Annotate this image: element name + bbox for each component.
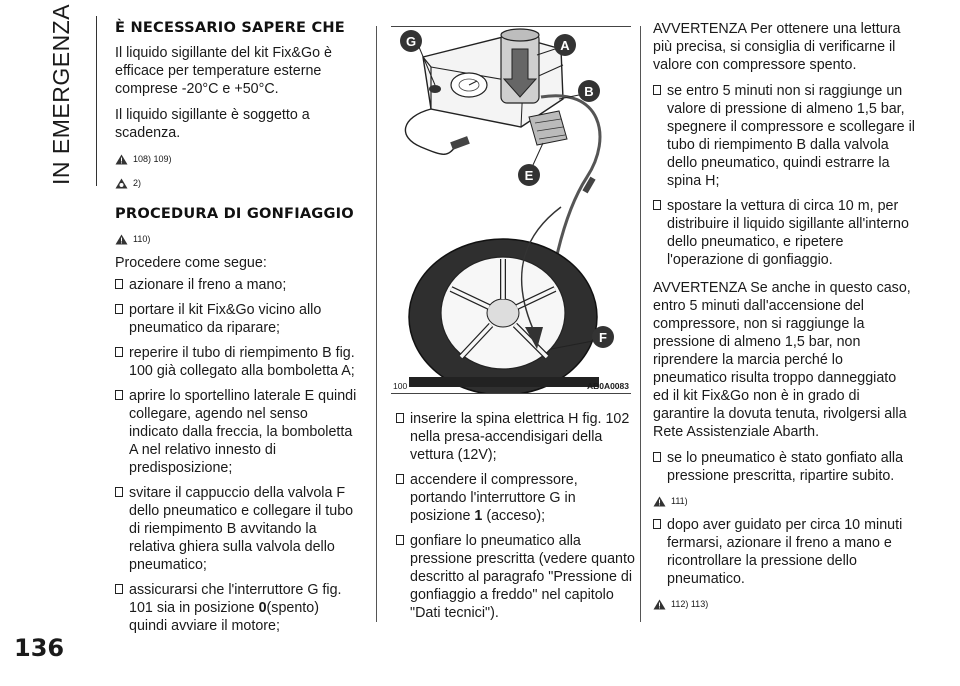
list-item: inserire la spina elettrica H fig. 102 nella presa-accendisigari della vettura (12V); bbox=[396, 410, 636, 464]
paragraph-avvertenza-1: AVVERTENZA Per ottenere una lettura più precisa, si consiglia di verificarne il valore con compressore spento. bbox=[653, 21, 901, 73]
checkbox-bullet-icon bbox=[653, 519, 661, 529]
checkbox-bullet-icon bbox=[396, 474, 404, 484]
list-item: aprire lo sportellino laterale E quindi collegare, agendo nel senso indicato dalla freccia, la bomboletta A nel relativo innesto di predisposizione; bbox=[115, 387, 359, 477]
label-e bbox=[518, 164, 540, 186]
figure-fix-and-go bbox=[391, 26, 631, 394]
checkbox-bullet-icon bbox=[115, 279, 123, 289]
figure-number: 100 bbox=[393, 381, 408, 391]
list-item: portare il kit Fix&Go vicino allo pneumatico da riparare; bbox=[115, 301, 359, 337]
warning-ref bbox=[115, 230, 359, 248]
svg-text:E: E bbox=[524, 168, 534, 183]
warning-triangle-icon bbox=[115, 234, 128, 245]
checkbox-bullet-icon bbox=[115, 584, 123, 594]
warning-triangle-icon bbox=[653, 599, 666, 610]
list-item: spostare la vettura di circa 10 m, per distribuire il liquido sigillante all'interno dello pneumatico, e ripetere l'operazione di gonfiaggio. bbox=[653, 197, 915, 269]
list-item: se lo pneumatico è stato gonfiato alla pressione prescritta, ripartire subito. bbox=[653, 449, 915, 485]
figure-code: AB0A0083 bbox=[586, 381, 629, 391]
svg-text:A: A bbox=[560, 38, 570, 53]
column-3 bbox=[653, 20, 915, 619]
checkbox-bullet-icon bbox=[115, 390, 123, 400]
chapter-title: IN EMERGENZA bbox=[48, 3, 74, 185]
warning-ref-text: 110) bbox=[133, 234, 151, 244]
warning-ref-text: 111) bbox=[671, 496, 688, 506]
checkbox-bullet-icon bbox=[653, 85, 661, 95]
column-divider bbox=[376, 26, 377, 622]
list-item: se entro 5 minuti non si raggiunge un valore di pressione di almeno 1,5 bar, spegnere il compressore e scollegare il tubo di riempimento B dalla valvola dello pneumatico, quindi estrarre la spina H; bbox=[653, 82, 915, 190]
list-item: gonfiare lo pneumatico alla pressione prescritta (vedere quanto descritto al paragrafo "Pressione di gonfiaggio a freddo" nel capitolo "Dati tecnici"). bbox=[396, 532, 636, 622]
chapter-rule bbox=[96, 16, 97, 186]
environment-ref-text: 2) bbox=[133, 178, 142, 188]
page-number: 136 bbox=[14, 634, 65, 662]
warning-ref bbox=[653, 492, 915, 510]
checkbox-bullet-icon bbox=[115, 304, 123, 314]
svg-text:B: B bbox=[584, 84, 594, 99]
checkbox-bullet-icon bbox=[115, 347, 123, 357]
environment-ref bbox=[115, 174, 359, 192]
fix-and-go-illustration bbox=[391, 27, 631, 393]
environment-triangle-icon bbox=[115, 178, 128, 189]
warning-ref bbox=[653, 595, 915, 613]
warning-ref bbox=[115, 150, 359, 168]
list-item: azionare il freno a mano; bbox=[115, 276, 359, 294]
svg-text:F: F bbox=[599, 330, 607, 345]
list-item: reperire il tubo di riempimento B fig. 100 già collegato alla bomboletta A; bbox=[115, 344, 359, 380]
paragraph-temperature: Il liquido sigillante del kit Fix&Go è efficace per temperature esterne comprese -20°C e +50°C. bbox=[115, 45, 332, 97]
checkbox-bullet-icon bbox=[115, 487, 123, 497]
warning-ref-text: 108) 109) bbox=[133, 154, 172, 164]
checkbox-bullet-icon bbox=[396, 535, 404, 545]
heading-procedura-gonfiaggio: PROCEDURA DI GONFIAGGIO bbox=[115, 205, 354, 222]
svg-text:G: G bbox=[405, 34, 417, 49]
paragraph-scadenza: Il liquido sigillante è soggetto a scadenza. bbox=[115, 107, 310, 141]
warning-ref-text: 112) 113) bbox=[671, 599, 709, 609]
paragraph-avvertenza-2: AVVERTENZA Se anche in questo caso, entro 5 minuti dall'accensione del compressore, non si raggiunge la pressione di almeno 1,5 bar, non riprendere la marcia perché lo pneumatico risulta troppo danneggiato ed il kit Fix&Go non è in grado di garantire la dovuta tenuta, rivolgersi alla Rete Assistenziale Abarth. bbox=[653, 280, 911, 440]
label-b bbox=[578, 80, 600, 102]
warning-triangle-icon bbox=[653, 496, 666, 507]
warning-triangle-icon bbox=[115, 154, 128, 165]
column-1 bbox=[115, 20, 359, 642]
checkbox-bullet-icon bbox=[653, 452, 661, 462]
label-g bbox=[400, 30, 422, 52]
label-a bbox=[554, 34, 576, 56]
paragraph-intro: Procedere come segue: bbox=[115, 255, 267, 271]
heading-necessario-sapere: È NECESSARIO SAPERE CHE bbox=[115, 19, 345, 36]
column-2 bbox=[396, 410, 636, 629]
column-divider bbox=[640, 26, 641, 622]
label-f bbox=[592, 326, 614, 348]
list-item: assicurarsi che l'interruttore G fig. 101 sia in posizione 0(spento) quindi avviare il motore; bbox=[115, 581, 359, 635]
checkbox-bullet-icon bbox=[653, 200, 661, 210]
list-item: svitare il cappuccio della valvola F dello pneumatico e collegare il tubo di riempimento B avvitando la relativa ghiera sulla valvola dello pneumatico; bbox=[115, 484, 359, 574]
list-item: accendere il compressore, portando l'interruttore G in posizione 1 (acceso); bbox=[396, 471, 636, 525]
checkbox-bullet-icon bbox=[396, 413, 404, 423]
list-item: dopo aver guidato per circa 10 minuti fermarsi, azionare il freno a mano e ricontrollare la pressione dello pneumatico. bbox=[653, 516, 915, 588]
